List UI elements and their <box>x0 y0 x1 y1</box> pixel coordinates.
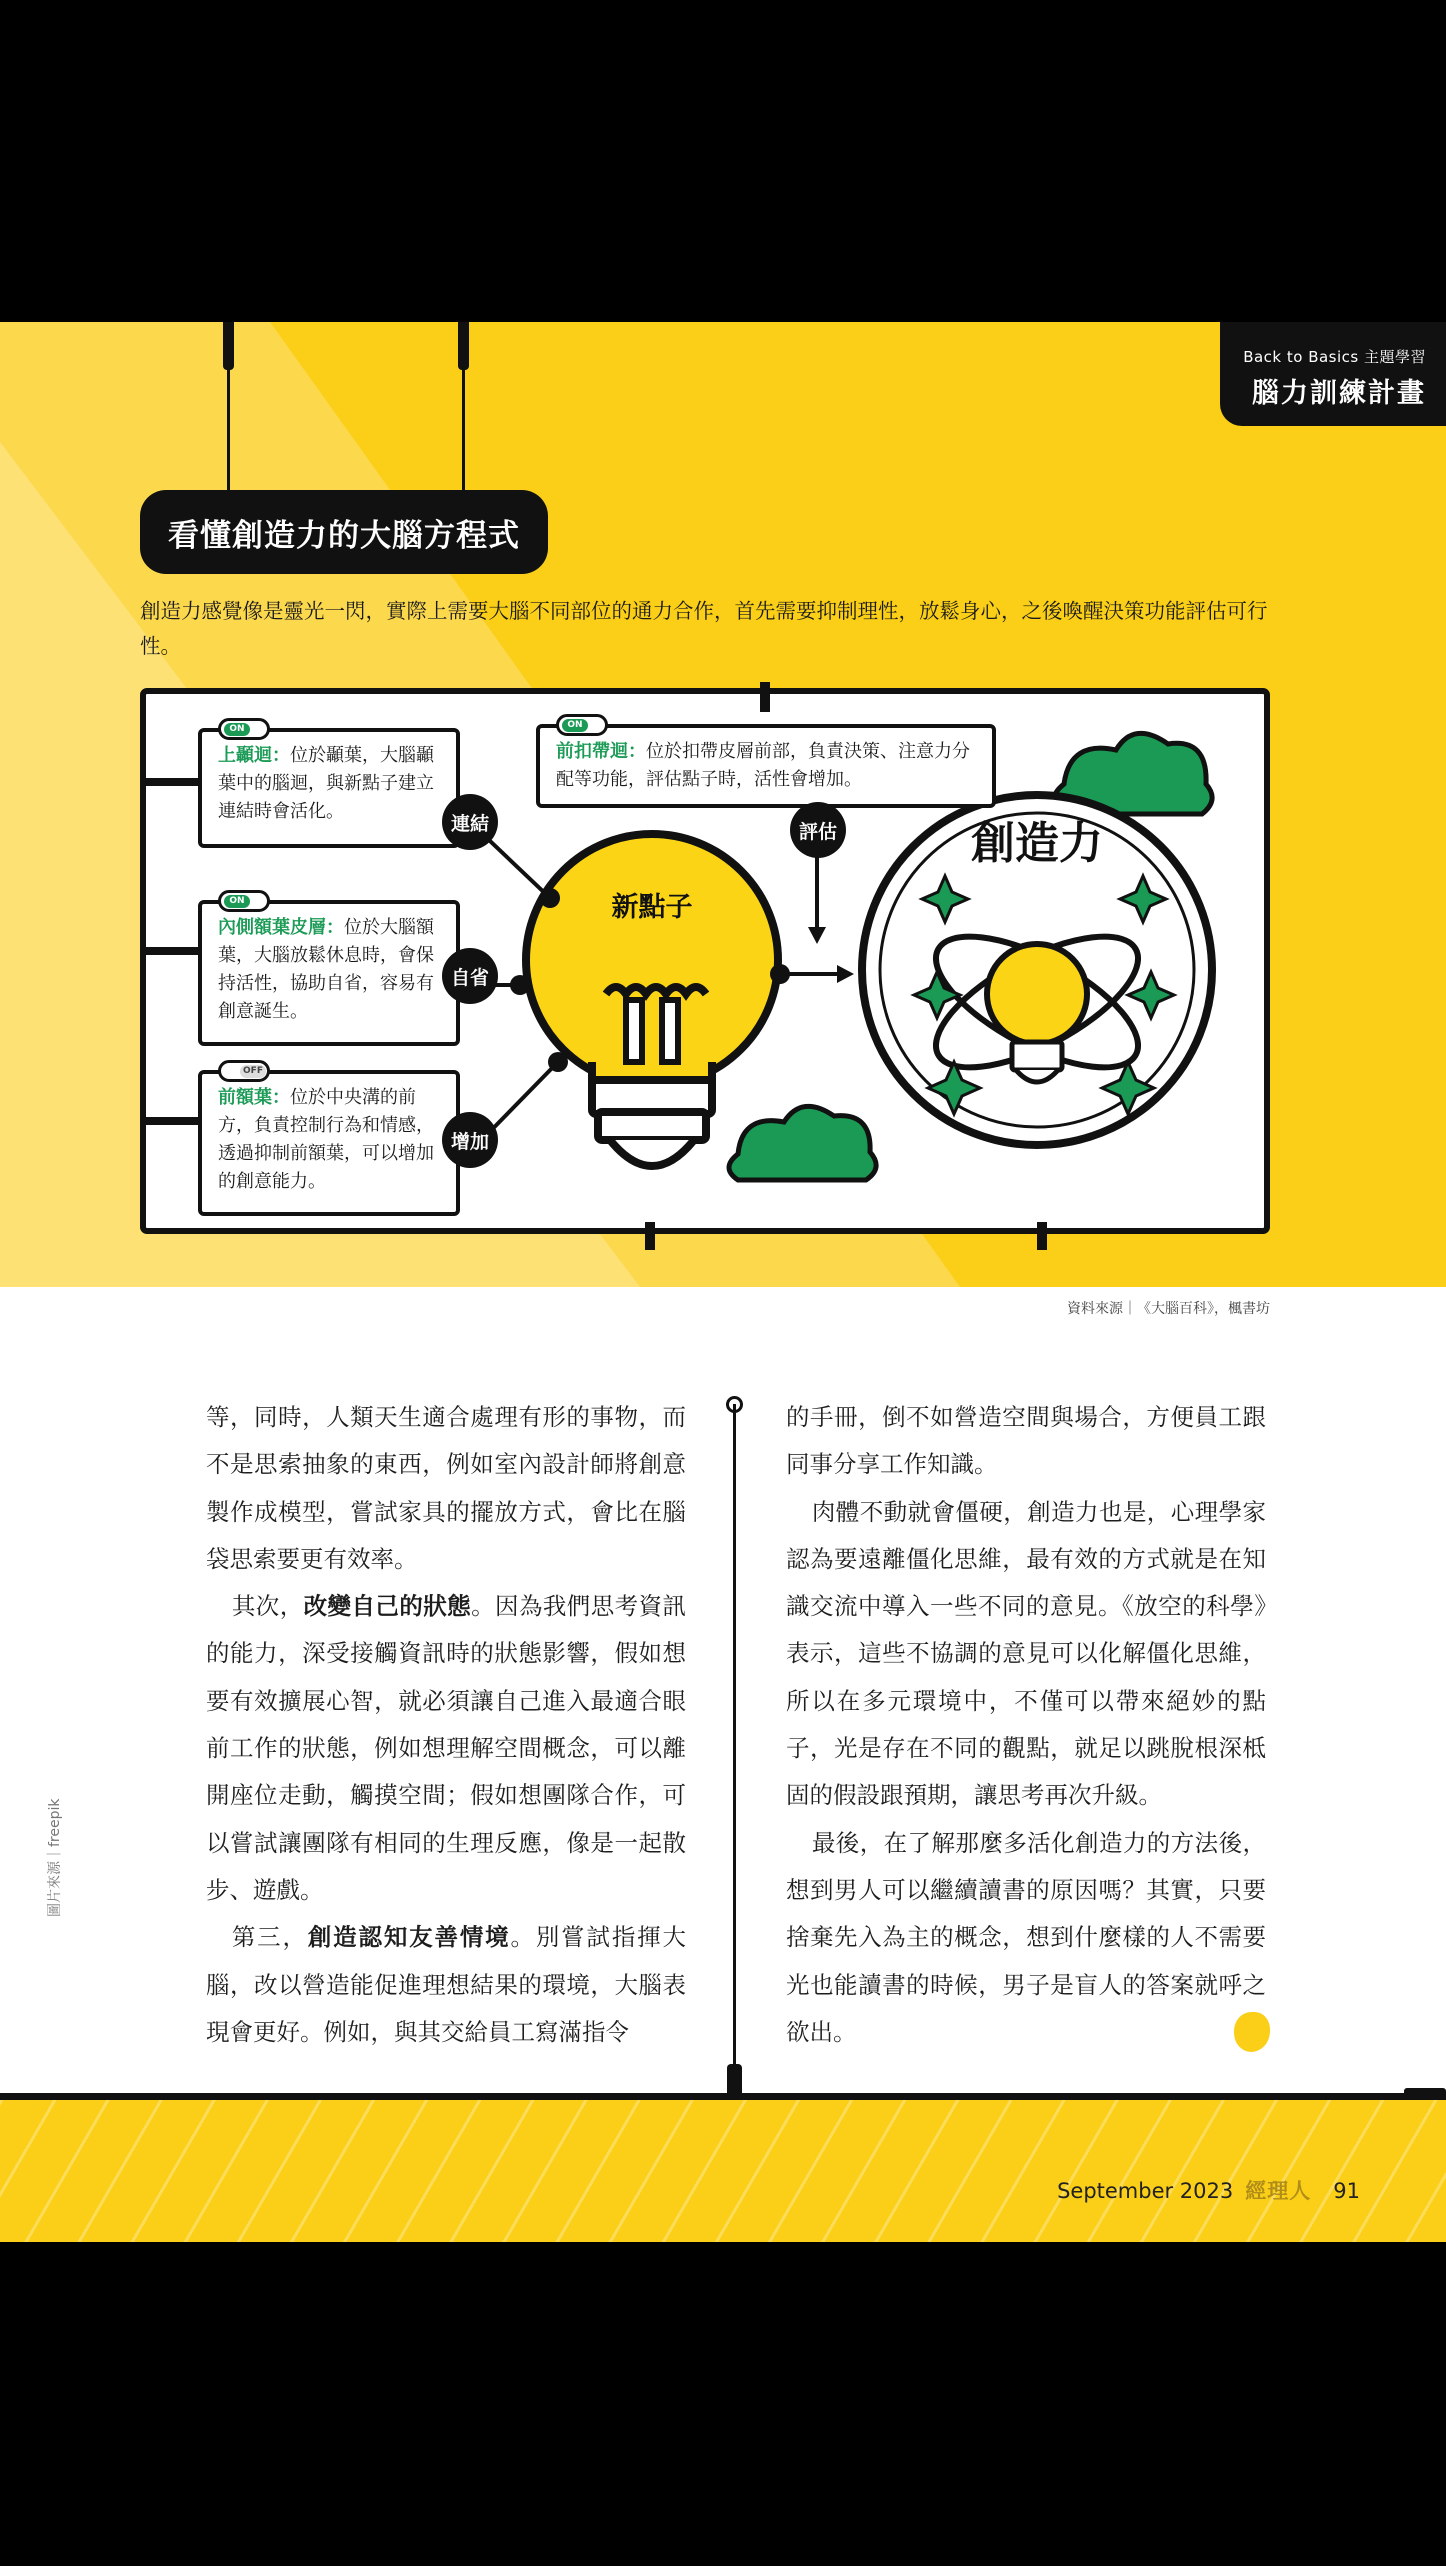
paragraph-text: 等，同時，人類天生適合處理有形的事物，而不是思索抽象的東西，例如室內設計師將創意製作成模型，嘗試家具的擺放方式，會比在腦袋思索要更有效率。 <box>206 1403 686 1573</box>
article-column-left <box>206 1394 686 2056</box>
term-superior-temporal-gyrus: 上顳迴： <box>218 745 290 766</box>
frame-bottom-clip-left <box>645 1222 655 1250</box>
paragraph-text: 肉體不動就會僵硬，創造力也是，心理學家認為要遠離僵化思維，最有效的方式就是在知識交流中導入一些不同的意見。《放空的科學》表示，這些不協調的意見可以化解僵化思維，所以在多元環境中，不僅可以帶來絕妙的點子，光是存在不同的觀點，就足以跳脫根深柢固的假設跟預期，讓思考再次升級。 <box>786 1497 1266 1810</box>
section-subtitle: Back to Basics 主題學習 <box>1243 348 1426 366</box>
article-paragraph <box>786 1489 1266 1820</box>
box-prefrontal-cortex <box>198 1066 460 1216</box>
article-paragraph <box>206 1394 686 1583</box>
hanging-cap-left <box>223 322 234 370</box>
article-paragraph <box>786 1820 1266 2056</box>
emphasis-text: 創造認知友善情境 <box>307 1923 511 1952</box>
paragraph-text: 最後，在了解那麼多活化創造力的方法後，想到男人可以繼續讀書的原因嗎？其實，只要捨棄先入為主的概念，想到什麼樣的人不需要光也能讀書的時候，男子是盲人的答案就呼之欲出。 <box>786 1828 1266 2046</box>
diagram-title: 看懂創造力的大腦方程式 <box>140 490 548 574</box>
issue-date: September 2023 <box>1057 2179 1234 2203</box>
label-connect: 連結 <box>442 794 498 850</box>
magazine-brand: 經理人 <box>1245 2179 1312 2203</box>
toggle-off: OFF <box>218 1060 270 1082</box>
intro-text: 創造力感覺像是靈光一閃，實際上需要大腦不同部位的通力合作，首先需要抑制理性，放鬆身心，之後喚醒決策功能評估可行性。 <box>140 599 1268 658</box>
article-paragraph <box>206 1914 686 2056</box>
box-superior-temporal-gyrus <box>198 724 460 848</box>
paragraph-text: 的手冊，倒不如營造空間與場合，方便員工跟同事分享工作知識。 <box>786 1403 1266 1479</box>
label-reflect: 自省 <box>442 948 498 1004</box>
desc-superior-temporal-gyrus: 位於顳葉，大腦顳葉中的腦迴，與新點子建立連結時會活化。 <box>218 745 434 822</box>
article-column-right <box>786 1394 1266 2056</box>
box-medial-frontal-cortex <box>198 896 460 1046</box>
desc-anterior-cingulate: 位於扣帶皮層前部，負責決策、注意力分配等功能，評估點子時，活性會增加。 <box>556 741 970 790</box>
article-paragraph <box>206 1583 686 1914</box>
emphasis-text: 改變自己的狀態 <box>303 1592 472 1621</box>
term-prefrontal-cortex: 前額葉： <box>218 1087 290 1108</box>
article-paragraph <box>786 1394 1266 1489</box>
section-name: 腦力訓練計畫 <box>1252 378 1426 409</box>
footer-bar <box>0 2100 1446 2242</box>
page-number: 91 <box>1333 2179 1360 2203</box>
desc-medial-frontal-cortex: 位於大腦額葉，大腦放鬆休息時，會保持活性，協助自省，容易有創意誕生。 <box>218 917 434 1022</box>
term-anterior-cingulate: 前扣帶迴： <box>556 741 646 762</box>
footer-rule <box>0 2093 1446 2100</box>
section-tab <box>1220 322 1446 426</box>
box-anterior-cingulate <box>536 720 996 808</box>
photo-credit: 圖片來源｜freepik <box>47 1798 63 1917</box>
toggle-on: ON <box>556 714 608 736</box>
frame-top-clip <box>760 682 770 712</box>
label-increase: 增加 <box>442 1112 498 1168</box>
toggle-on: ON <box>218 890 270 912</box>
magazine-page <box>0 322 1446 2242</box>
creativity-label: 創造力 <box>971 818 1103 869</box>
column-divider <box>733 1404 736 2084</box>
paragraph-text: 。因為我們思考資訊的能力，深受接觸資訊時的狀態影響，假如想要有效擴展心智，就必須讓自己進入最適合眼前工作的狀態，例如想理解空間概念，可以離開座位走動，觸摸空間；假如想團隊合作，可以嘗試讓團隊有相同的生理反應，像是一起散步、遊戲。 <box>206 1592 687 1904</box>
desc-prefrontal-cortex: 位於中央溝的前方，負責控制行為和情感，透過抑制前額葉，可以增加的創意能力。 <box>218 1087 434 1192</box>
term-medial-frontal-cortex: 內側額葉皮層： <box>218 917 344 938</box>
bulb-label: 新點子 <box>611 892 693 923</box>
yellow-header-panel <box>0 322 1446 1287</box>
page-footer <box>980 2175 1360 2205</box>
source-citation: 資料來源｜《大腦百科》，楓書坊 <box>1067 1301 1270 1317</box>
paragraph-text: 其次， <box>231 1592 304 1621</box>
paragraph-text: 第三， <box>231 1923 308 1952</box>
hanging-cap-right <box>458 322 469 370</box>
paragraph-text: 。別嘗試指揮大腦，改以營造能促進理想結果的環境，大腦表現會更好。例如，與其交給員工寫滿指令 <box>206 1923 687 2046</box>
frame-bottom-clip-right <box>1037 1222 1047 1250</box>
label-evaluate: 評估 <box>790 802 846 858</box>
toggle-on: ON <box>218 718 270 740</box>
